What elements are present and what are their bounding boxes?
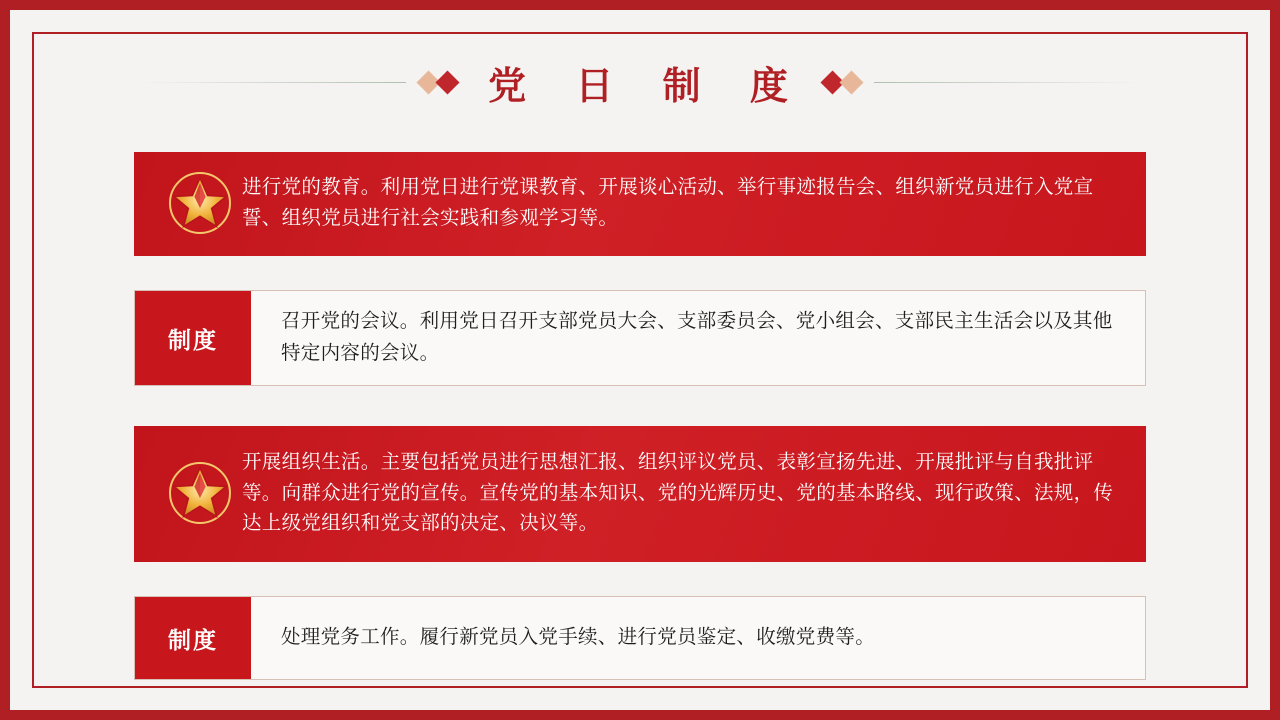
row-spacer [134,274,1146,290]
title-row [10,52,1270,112]
star-icon [169,462,231,524]
title-rule-right [874,82,1144,83]
content-row [134,290,1146,386]
content-row [134,596,1146,680]
diamond-dark-icon [436,70,460,94]
diamond-light-icon [839,70,863,94]
star-badge [158,172,242,234]
content-row-text: 召开党的会议。利用党日召开支部党员大会、支部委员会、党小组会、支部民主生活会以及其他特定内容的会议。 [281,310,1113,364]
content-row-text: 开展组织生活。主要包括党员进行思想汇报、组织评议党员、表彰宣扬先进、开展批评与自我批评等。向群众进行党的宣传。宣传党的基本知识、党的光辉历史、党的基本路线、现行政策、法规，传达上级党组织和党支部的决定、决议等。 [242,450,1114,535]
content-row [134,426,1146,562]
content-row-text: 处理党务工作。履行新党员入党手续、进行党员鉴定、收缴党费等。 [281,626,876,649]
row-label-badge: 制度 [135,597,251,679]
star-badge [158,462,242,524]
row-spacer [134,404,1146,426]
page-title: 党 日 制 度 [488,63,806,108]
star-icon [169,172,231,234]
content-row-text: 进行党的教育。利用党日进行党课教育、开展谈心活动、举行事迹报告会、组织新党员进行入党宣誓、组织党员进行社会实践和参观学习等。 [242,176,1094,229]
content-list [134,152,1146,698]
title-ornament-left [420,74,456,91]
title-rule-left [136,82,406,83]
row-spacer [134,580,1146,596]
title-ornament-right [824,74,860,91]
content-row [134,152,1146,256]
row-label-badge: 制度 [135,291,251,385]
